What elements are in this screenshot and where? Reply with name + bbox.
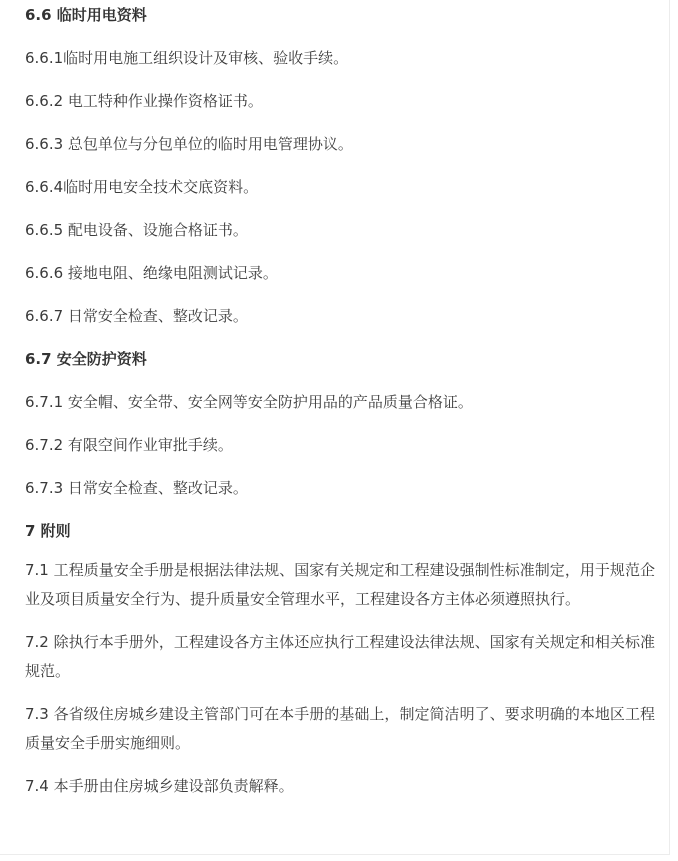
list-item-6-6-3: 6.6.3 总包单位与分包单位的临时用电管理协议。 [25,135,353,153]
list-item-6-7-1: 6.7.1 安全帽、安全带、安全网等安全防护用品的产品质量合格证。 [25,393,473,411]
list-item-6-7-3: 6.7.3 日常安全检查、整改记录。 [25,479,248,497]
list-item-6-6-4: 6.6.4临时用电安全技术交底资料。 [25,178,259,196]
section-heading-7: 7 附则 [25,522,71,540]
list-item-6-6-1: 6.6.1临时用电施工组织设计及审核、验收手续。 [25,49,349,67]
list-item-6-6-2: 6.6.2 电工特种作业操作资格证书。 [25,92,263,110]
paragraph-7-3: 7.3 各省级住房城乡建设主管部门可在本手册的基础上，制定简洁明了、要求明确的本地区工程质量安全手册实施细则。 [25,705,655,752]
section-heading-6-7: 6.7 安全防护资料 [25,350,147,368]
list-item-6-6-6: 6.6.6 接地电阻、绝缘电阻测试记录。 [25,264,278,282]
list-item-6-7-2: 6.7.2 有限空间作业审批手续。 [25,436,233,454]
list-item-6-6-7: 6.6.7 日常安全检查、整改记录。 [25,307,248,325]
paragraph-7-2: 7.2 除执行本手册外，工程建设各方主体还应执行工程建设法律法规、国家有关规定和相关标准规范。 [25,633,655,680]
paragraph-7-1: 7.1 工程质量安全手册是根据法律法规、国家有关规定和工程建设强制性标准制定，用于规范企业及项目质量安全行为、提升质量安全管理水平，工程建设各方主体必须遵照执行。 [25,561,655,608]
list-item-6-6-5: 6.6.5 配电设备、设施合格证书。 [25,221,248,239]
paragraph-7-4: 7.4 本手册由住房城乡建设部负责解释。 [25,777,294,795]
section-heading-6-6: 6.6 临时用电资料 [25,6,147,24]
